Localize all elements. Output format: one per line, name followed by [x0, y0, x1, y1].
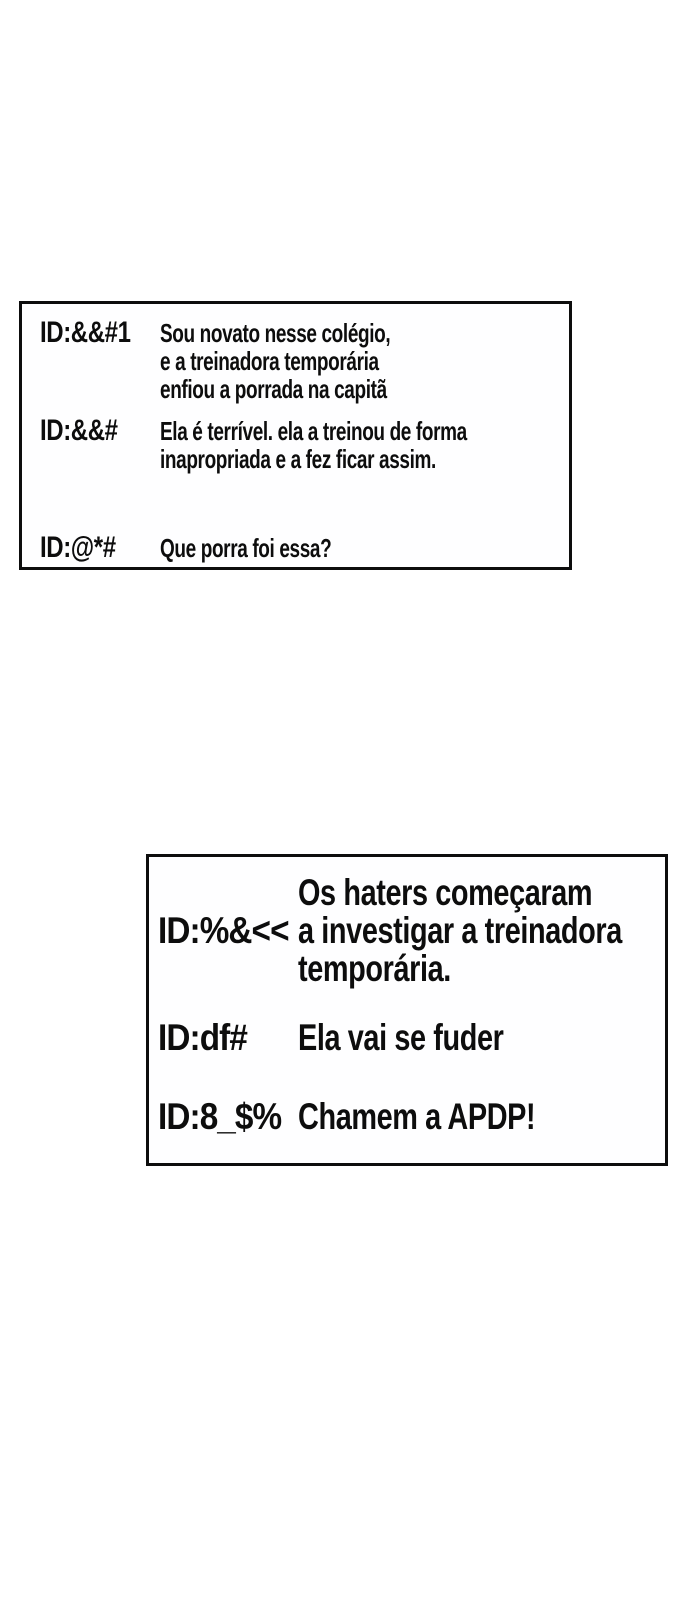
comment-text-line: temporária.	[298, 948, 451, 989]
comment	[22, 316, 569, 404]
comment-text-line: e a treinadora temporária	[160, 346, 379, 376]
comment	[149, 1019, 665, 1057]
comment-box-1	[19, 301, 572, 570]
commenter-id: ID:&&#1	[40, 316, 131, 349]
comment-text-line: Que porra foi essa?	[160, 533, 332, 563]
comment-text-line: Os haters começaram	[298, 872, 593, 913]
commenter-id: ID:8_$%	[158, 1096, 282, 1137]
commenter-id: ID:%&<<	[158, 910, 289, 951]
comment	[149, 1098, 665, 1136]
comment-text-line: Sou novato nesse colégio,	[160, 318, 391, 348]
comment-text-line: Ela vai se fuder	[298, 1017, 504, 1058]
comment	[149, 874, 665, 988]
comment-text-line: Chamem a APDP!	[298, 1096, 536, 1137]
commenter-id: ID:@*#	[40, 531, 116, 564]
comment-box-2	[146, 854, 668, 1166]
commenter-id: ID:df#	[158, 1017, 247, 1058]
comment-text-line: inapropriada e a fez ficar assim.	[160, 444, 436, 474]
comment	[22, 531, 569, 564]
comment	[22, 414, 569, 474]
comment-text-line: enfiou a porrada na capitã	[160, 374, 387, 404]
commenter-id: ID:&&#	[40, 414, 118, 447]
comment-text-line: Ela é terrível. ela a treinou de forma	[160, 416, 467, 446]
comment-text-line: a investigar a treinadora	[298, 910, 622, 951]
